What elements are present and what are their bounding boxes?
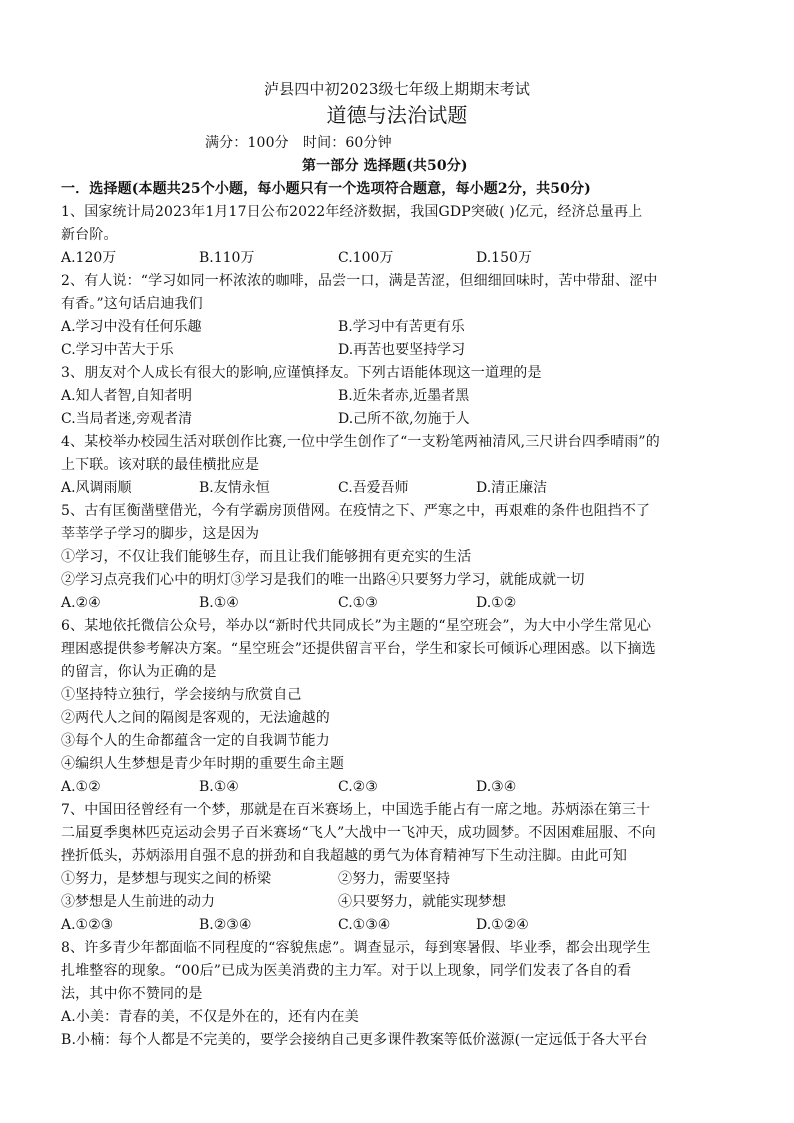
question-3-option-d: D.己所不欲,勿施于人 xyxy=(338,411,470,427)
question-6-option-b: B.①④ xyxy=(199,779,239,795)
question-4-stem: 4、某校举办校园生活对联创作比赛,一位中学生创作了“一支粉笔两袖清风,三尺讲台四季晴雨”的 xyxy=(61,434,660,450)
question-5-statement-1: ①学习，不仅让我们能够生存，而且让我们能够拥有更充实的生活 xyxy=(61,549,472,565)
question-1-option-b: B.110万 xyxy=(199,250,255,266)
part-heading: 第一部分 选择题(共50分) xyxy=(302,158,468,174)
question-2-stem: 2、有人说：“学习如同一杯浓浓的咖啡，品尝一口，满是苦涩，但细细回味时，苦中带甜、涩中 xyxy=(61,273,658,289)
question-7-option-c: C.①③④ xyxy=(338,917,391,933)
question-1-option-c: C.100万 xyxy=(338,250,394,266)
question-6-statement-2: ②两代人之间的隔阂是客观的，无法逾越的 xyxy=(61,710,330,726)
question-6-option-d: D.③④ xyxy=(476,779,517,795)
school-exam-line: 泸县四中初2023级七年级上期期末考试 xyxy=(263,80,531,98)
question-8-option-a: A.小美：青春的美，不仅是外在的，还有内在美 xyxy=(61,1009,359,1025)
question-2-option-c: C.学习中苦大于乐 xyxy=(61,342,174,358)
question-1-option-d: D.150万 xyxy=(476,250,532,266)
question-6-statement-4: ④编织人生梦想是青少年时期的重要生命主题 xyxy=(61,756,344,772)
question-7-stem: 7、中国田径曾经有一个梦，那就是在百米赛场上，中国选手能占有一席之地。苏炳添在第三十 xyxy=(61,802,651,818)
question-1-option-a: A.120万 xyxy=(61,250,117,266)
question-3-option-b: B.近朱者赤,近墨者黑 xyxy=(338,388,470,404)
question-2-option-d: D.再苦也要坚持学习 xyxy=(338,342,466,358)
question-7-option-d: D.①②④ xyxy=(476,917,529,933)
question-7-option-a: A.①②③ xyxy=(61,917,114,933)
question-8-stem: 8、许多青少年都面临不同程度的“容貌焦虑”。调查显示，每到寒暑假、毕业季，都会出现学生 xyxy=(61,940,651,956)
question-6-option-c: C.②③ xyxy=(338,779,378,795)
question-5-option-b: B.①④ xyxy=(199,595,239,611)
question-1-stem: 1、国家统计局2023年1月17日公布2022年经济数据，我国GDP突破( )亿元，经济总量再上 xyxy=(61,204,643,220)
question-3-option-a: A.知人者智,自知者明 xyxy=(61,388,193,404)
question-5-option-c: C.①③ xyxy=(338,595,378,611)
question-3-stem: 3、朋友对个人成长有很大的影响,应谨慎择友。下列古语能体现这一道理的是 xyxy=(61,365,542,381)
question-5-stem-cont: 莘莘学子学习的脚步，这是因为 xyxy=(61,526,260,542)
question-6-statement-1: ①坚持特立独行，学会接纳与欣赏自己 xyxy=(61,687,302,703)
subject-title: 道德与法治试题 xyxy=(326,103,468,127)
question-7-statement-4: ④只要努力，就能实现梦想 xyxy=(338,894,506,910)
question-7-statement-2: ②努力，需要坚持 xyxy=(338,871,450,887)
question-2-option-b: B.学习中有苦更有乐 xyxy=(338,319,465,335)
question-6-stem: 6、某地依托微信公众号，举办以“新时代共同成长”为主题的“星空班会”，为大中小学生常见心 xyxy=(61,618,652,634)
question-7-statement-1: ①努力，是梦想与现实之间的桥梁 xyxy=(61,871,271,887)
question-6-stem-cont-2: 的留言，你认为正确的是 xyxy=(61,664,217,680)
question-7-stem-cont: 二届夏季奥林匹克运动会男子百米赛场“飞人”大战中一飞冲天，成功圆梦。不因困难屈服、不向 xyxy=(61,825,656,841)
question-1-stem-cont: 新台阶。 xyxy=(61,227,118,243)
question-5-statement-2: ②学习点亮我们心中的明灯③学习是我们的唯一出路④只要努力学习，就能成就一切 xyxy=(61,572,585,588)
question-4-stem-cont: 上下联。该对联的最佳横批应是 xyxy=(61,457,260,473)
question-4-option-b: B.友情永恒 xyxy=(199,480,270,496)
question-7-statement-3: ③梦想是人生前进的动力 xyxy=(61,894,215,910)
question-5-option-a: A.②④ xyxy=(61,595,101,611)
question-7-stem-cont-2: 挫折低头，苏炳添用自强不息的拼劲和自我超越的勇气为体育精神写下生动注脚。由此可知 xyxy=(61,848,627,864)
question-5-stem: 5、古有匡衡凿壁借光，今有学霸房顶借网。在疫情之下、严寒之中，再艰难的条件也阻挡不了 xyxy=(61,503,651,519)
question-2-option-a: A.学习中没有任何乐趣 xyxy=(61,319,202,335)
question-8-stem-cont: 扎堆整容的现象。“00后”已成为医美消费的主力军。对于以上现象，同学们发表了各自的看 xyxy=(61,963,632,979)
question-6-stem-cont: 理困惑提供参考解决方案。“星空班会”还提供留言平台，学生和家长可倾诉心理困惑。以下摘选 xyxy=(61,641,656,657)
question-3-option-c: C.当局者迷,旁观者清 xyxy=(61,411,193,427)
question-2-stem-cont: 有香。”这句话启迪我们 xyxy=(61,296,203,312)
question-8-stem-cont-2: 法，其中你不赞同的是 xyxy=(61,986,203,1002)
question-8-option-b: B.小楠：每个人都是不完美的，要学会接纳自己更多课件教案等低价滋源(一定远低于各大平台 xyxy=(61,1032,648,1048)
question-5-option-d: D.①② xyxy=(476,595,517,611)
section-instruction: 一．选择题(本题共25个小题，每小题只有一个选项符合题意，每小题2分，共50分) xyxy=(61,181,591,197)
question-4-option-d: D.清正廉洁 xyxy=(476,480,548,496)
exam-meta: 满分：100分 时间：60分钟 xyxy=(205,135,392,151)
question-4-option-a: A.风调雨顺 xyxy=(61,480,132,496)
question-7-option-b: B.②③④ xyxy=(199,917,252,933)
question-6-option-a: A.①② xyxy=(61,779,101,795)
question-4-option-c: C.吾爱吾师 xyxy=(338,480,409,496)
question-6-statement-3: ③每个人的生命都蕴含一定的自我调节能力 xyxy=(61,733,330,749)
